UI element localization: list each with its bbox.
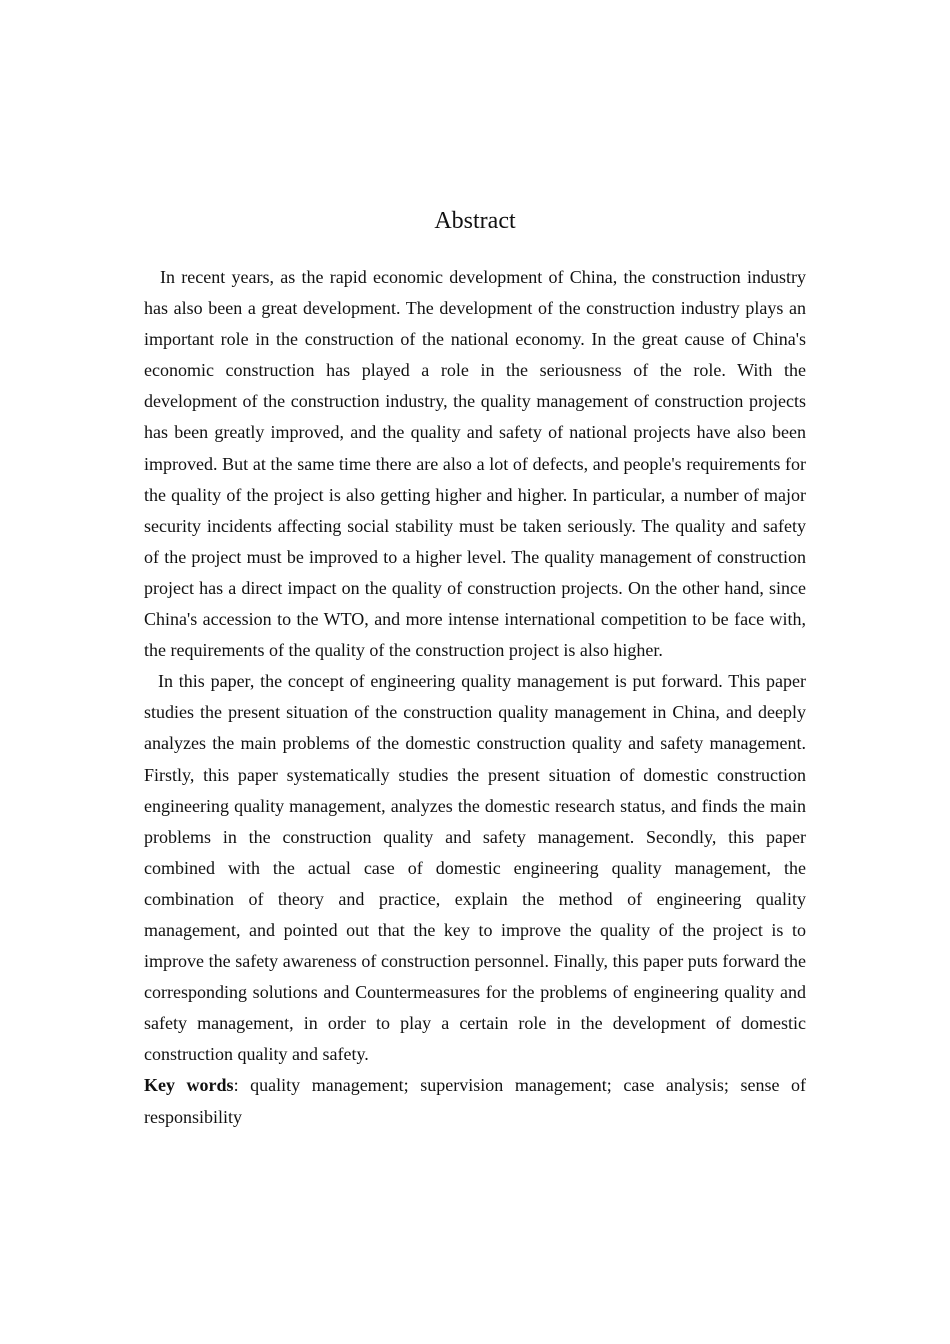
keywords-label: Key words — [144, 1075, 234, 1096]
keywords-line — [144, 1070, 806, 1132]
abstract-paragraph-2: In this paper, the concept of engineering quality management is put forward. This paper studies the present situation of the construction quality management in China, and deeply analyzes the main problems of the domestic construction quality and safety management. Firstly, this paper systematically studies the present situation of domestic construction engineering quality management, analyzes the domestic research status, and finds the main problems in the construction quality and safety management. Secondly, this paper combined with the actual case of domestic engineering quality management, the combination of theory and practice, explain the method of engineering quality management, and pointed out that the key to improve the quality of the project is to improve the safety awareness of construction personnel. Finally, this paper puts forward the corresponding solutions and Countermeasures for the problems of engineering quality and safety management, in order to play a certain role in the development of domestic construction quality and safety. — [144, 671, 806, 1065]
keywords-text: quality management; supervision management; case analysis; sense of responsibility — [144, 1075, 806, 1127]
keywords-separator: : — [233, 1075, 251, 1096]
abstract-title: Abstract — [434, 208, 516, 234]
abstract-paragraph-1: In recent years, as the rapid economic development of China, the construction industry has also been a great development. The development of the construction industry plays an important role in the construction of the national economy. In the great cause of China's economic construction has played a role in the seriousness of the role. With the development of the construction industry, the quality management of construction projects has been greatly improved, and the quality and safety of national projects have also been improved. But at the same time there are also a lot of defects, and people's requirements for the quality of the project is also getting higher and higher. In particular, a number of major security incidents affecting social stability must be taken seriously. The quality and safety of the project must be improved to a higher level. The quality management of construction project has a direct impact on the quality of construction projects. On the other hand, since China's accession to the WTO, and more intense international competition to be face with, the requirements of the quality of the construction project is also higher. — [144, 267, 806, 661]
abstract-body — [144, 262, 806, 1133]
